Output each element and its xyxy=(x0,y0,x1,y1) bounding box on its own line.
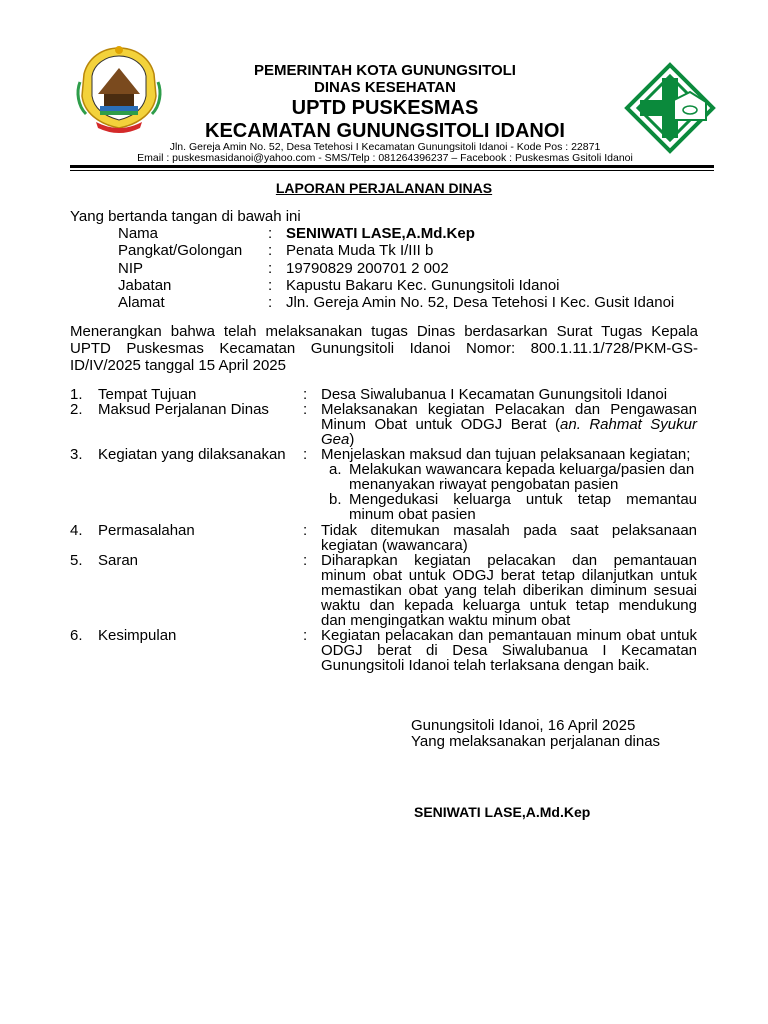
letterhead-address: Jln. Gereja Amin No. 52, Desa Tetehosi I Kecamatan Gunungsitoli Idanoi - Kode Pos : 22871 xyxy=(169,141,601,153)
sub-mark: b. xyxy=(329,491,342,508)
signature-role: Yang melaksanakan perjalanan dinas xyxy=(411,733,661,750)
item-text: Kegiatan pelacakan dan pemantauan minum obat untuk xyxy=(321,627,697,644)
item-number: 2. xyxy=(70,401,83,418)
identity-sep: : xyxy=(268,277,273,294)
identity-label: Nama xyxy=(118,225,159,242)
identity-value: 19790829 200701 2 002 xyxy=(286,260,449,277)
puskesmas-cross-house-icon xyxy=(624,62,716,154)
item-number: 6. xyxy=(70,627,83,644)
item-label: Maksud Perjalanan Dinas xyxy=(98,401,269,418)
item-label: Permasalahan xyxy=(98,522,195,539)
identity-label: Alamat xyxy=(118,294,165,311)
item-label: Kesimpulan xyxy=(98,627,177,644)
identity-label: Pangkat/Golongan xyxy=(118,242,243,259)
letterhead-contact: Email : puskesmasidanoi@yahoo.com - SMS/Telp : 081264396237 – Facebook : Puskesmas Gsitoli Idanoi xyxy=(137,152,633,164)
identity-sep: : xyxy=(268,260,273,277)
signature-name: SENIWATI LASE,A.Md.Kep xyxy=(414,804,591,820)
sub-text: Mengedukasi keluarga untuk tetap memantau xyxy=(349,491,697,508)
item-text: kegiatan (wawancara) xyxy=(321,537,468,554)
item-number: 4. xyxy=(70,522,83,539)
identity-label: NIP xyxy=(118,260,144,277)
item-text: Diharapkan kegiatan pelacakan dan pemantauan xyxy=(321,552,697,569)
item-text: Menjelaskan maksud dan tujuan pelaksanaan kegiatan; xyxy=(321,446,691,463)
item-text-italic: an. Rahmat Syukur xyxy=(560,416,697,433)
item-sep: : xyxy=(303,627,308,644)
item-label: Saran xyxy=(98,552,139,569)
item-text: memastikan obat yang telah diberikan diminum sesuai xyxy=(321,582,697,599)
statement-line3: ID/IV/2025 tanggal 15 April 2025 xyxy=(70,357,286,374)
item-text: Tidak ditemukan masalah pada saat pelaksanaan xyxy=(321,522,697,539)
item-number: 5. xyxy=(70,552,83,569)
item-sep: : xyxy=(303,522,308,539)
item-sep: : xyxy=(303,386,308,403)
item-text: Desa Siwalubanua I Kecamatan Gunungsitoli Idanoi xyxy=(321,386,668,403)
intro-text: Yang bertanda tangan di bawah ini xyxy=(70,208,301,225)
item-text: Gunungsitoli Idanoi telah terlaksana dengan baik. xyxy=(321,657,650,674)
item-number: 1. xyxy=(70,386,83,403)
identity-sep: : xyxy=(268,242,273,259)
item-text: ODGJ berat di Desa Siwalubanua I Kecamatan xyxy=(321,642,697,659)
sub-text: menanyakan riwayat pengobatan pasien xyxy=(349,476,619,493)
item-text: dan mengingatkan waktu minum obat xyxy=(321,612,571,629)
header-rule-thick xyxy=(70,165,714,168)
item-number: 3. xyxy=(70,446,83,463)
identity-sep: : xyxy=(268,225,273,242)
item-text: minum obat untuk ODGJ berat tetap dilanjutkan untuk xyxy=(321,567,697,584)
item-sep: : xyxy=(303,446,308,463)
item-label: Tempat Tujuan xyxy=(98,386,197,403)
identity-label: Jabatan xyxy=(118,277,172,294)
sub-text: minum obat pasien xyxy=(349,506,476,523)
signature-place-date: Gunungsitoli Idanoi, 16 April 2025 xyxy=(411,717,636,734)
header-rule-thin xyxy=(70,170,714,171)
item-label: Kegiatan yang dilaksanakan xyxy=(98,446,286,463)
item-sep: : xyxy=(303,552,308,569)
item-text-italic: Gea xyxy=(321,431,350,448)
identity-value: Kapustu Bakaru Kec. Gunungsitoli Idanoi xyxy=(286,277,560,294)
sub-mark: a. xyxy=(329,461,342,478)
item-text: waktu dan kepada keluarga untuk tetap mendukung xyxy=(321,597,697,614)
identity-value-name: SENIWATI LASE,A.Md.Kep xyxy=(286,225,475,242)
identity-value: Penata Muda Tk I/III b xyxy=(286,242,434,259)
letterhead-line3: UPTD PUSKESMAS xyxy=(291,97,479,119)
letterhead-line4: KECAMATAN GUNUNGSITOLI IDANOI xyxy=(205,120,565,142)
letterhead-line2: DINAS KESEHATAN xyxy=(314,79,456,96)
identity-sep: : xyxy=(268,294,273,311)
item-sep: : xyxy=(303,401,308,418)
item-text-part: Minum Obat untuk ODGJ Berat ( xyxy=(321,416,561,433)
document-title: LAPORAN PERJALANAN DINAS xyxy=(275,180,493,196)
item-text xyxy=(321,416,697,433)
sub-text: Melakukan wawancara kepada keluarga/pasien dan xyxy=(349,461,695,478)
letterhead-line1: PEMERINTAH KOTA GUNUNGSITOLI xyxy=(254,62,516,79)
item-text-part: ) xyxy=(349,431,355,448)
identity-value: Jln. Gereja Amin No. 52, Desa Tetehosi I Kec. Gusit Idanoi xyxy=(286,294,675,311)
item-text: Melaksanakan kegiatan Pelacakan dan Pengawasan xyxy=(321,401,697,418)
statement-line2: UPTD Puskesmas Kecamatan Gunungsitoli Idanoi Nomor: 800.1.11.1/728/PKM-GS- xyxy=(70,340,698,357)
statement-line1: Menerangkan bahwa telah melaksanakan tugas Dinas berdasarkan Surat Tugas Kepala xyxy=(70,323,698,340)
